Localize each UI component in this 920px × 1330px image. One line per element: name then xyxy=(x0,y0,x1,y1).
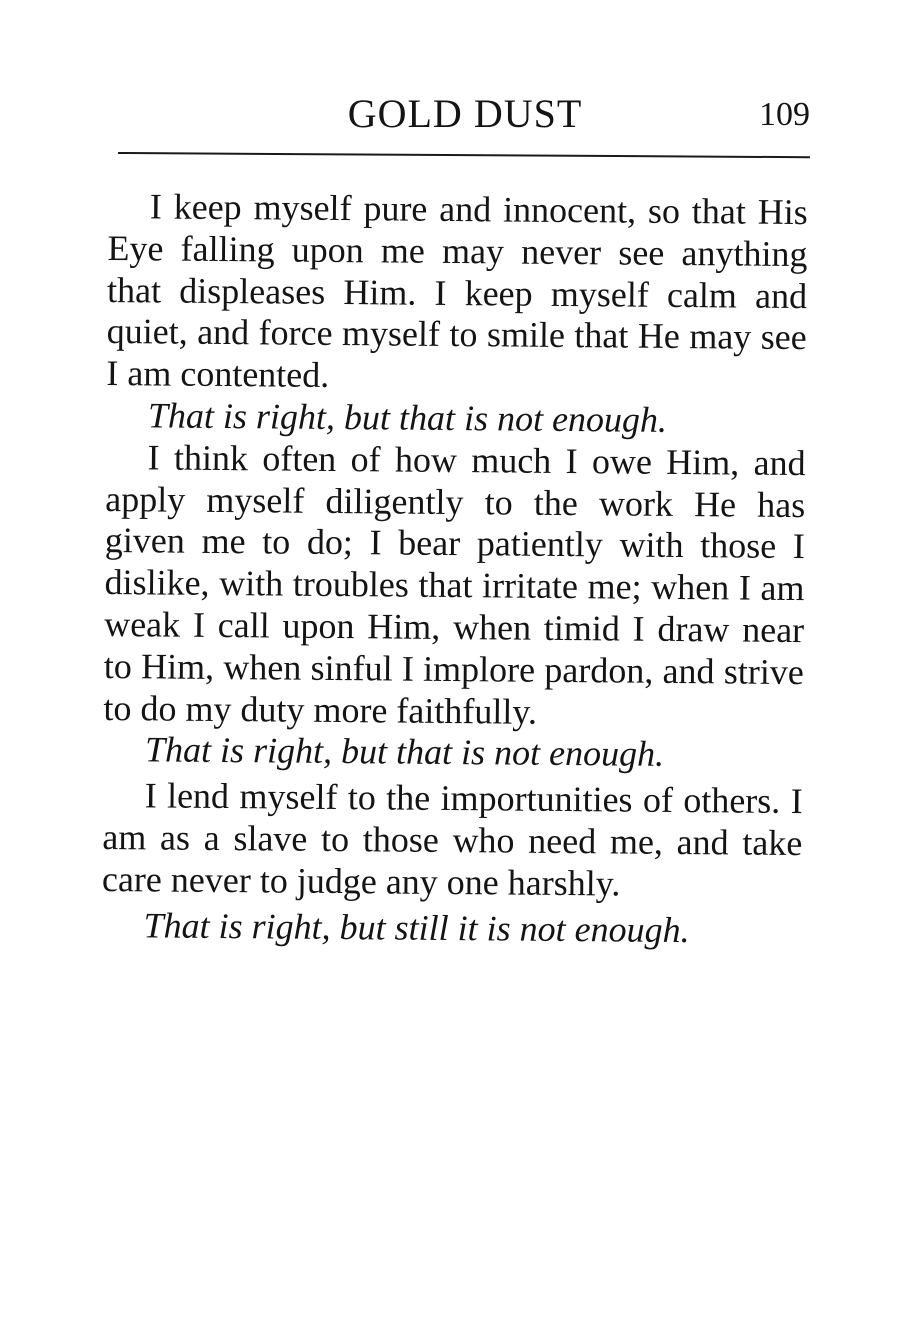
response-2: That is right, but that is not enough. xyxy=(144,729,665,775)
running-head xyxy=(110,90,810,140)
paragraph-3: I lend myself to the importunities of others. I am as a slave to those who need me, and take care never to judge any one harshly. xyxy=(101,775,803,904)
paragraph-1: I keep myself pure and innocent, so that His Eye falling upon me may never see anything that displeases Him. I keep myself calm and quiet, and force myself to smile that He may see I am contented. xyxy=(106,186,808,396)
response-3: That is right, but still it is not enough. xyxy=(143,904,690,950)
page-number: 109 xyxy=(759,96,810,133)
response-1: That is right, but that is not enough. xyxy=(147,395,668,440)
body-text xyxy=(101,186,808,952)
header-rule xyxy=(118,152,810,158)
running-title: GOLD DUST xyxy=(347,91,583,136)
paragraph-2: I think often of how much I owe Him, and apply myself diligently to the work He has given me to do; I bear patiently with those I dislike, with troubles that irritate me; when I am weak I call upon Him, when timid I draw near to Him, when sinful I implore pardon, and strive to do my duty more faithfully. xyxy=(103,437,806,732)
